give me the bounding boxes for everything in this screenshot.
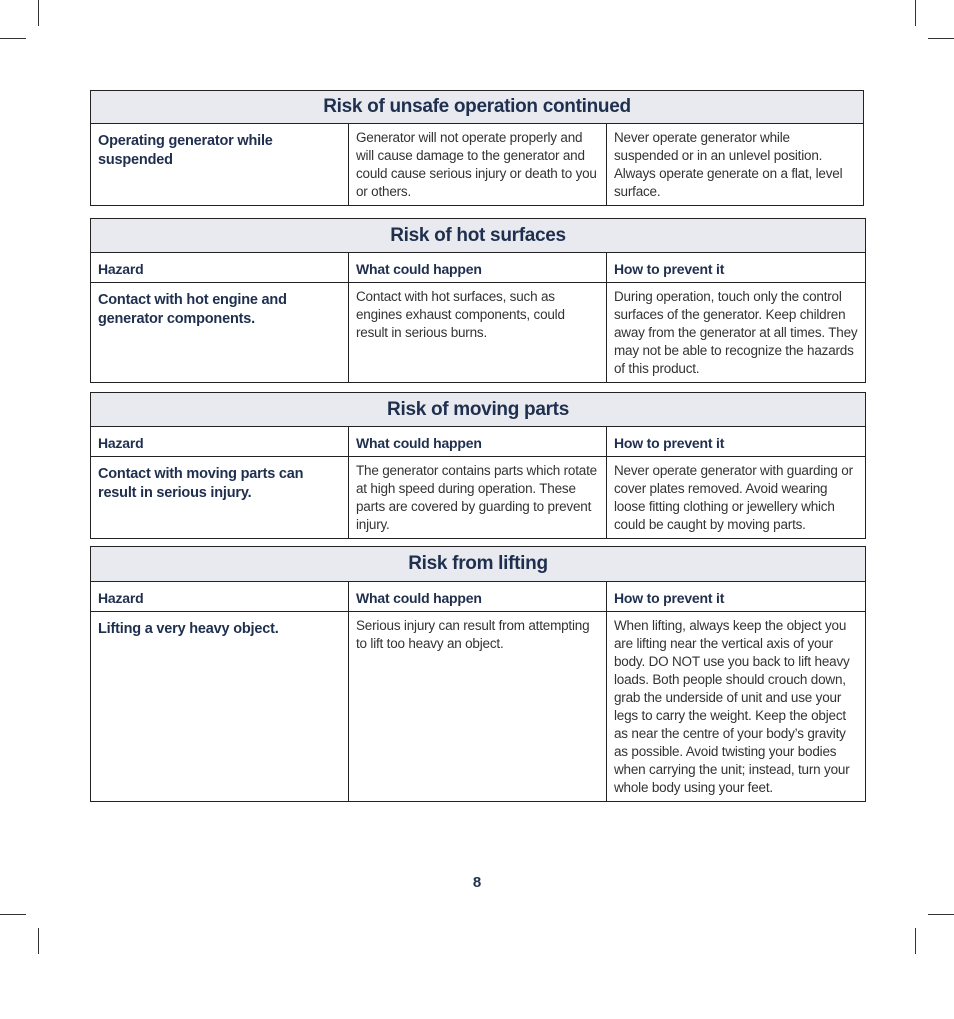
page-number: 8: [472, 874, 482, 891]
hazard-cell: Contact with moving parts can result in serious injury.: [91, 457, 349, 539]
column-header-what-could-happen: What could happen: [349, 253, 607, 283]
what-could-happen-cell: The generator contains parts which rotate at high speed during operation. These parts are covered by guarding to prevent injury.: [349, 457, 607, 539]
table-title: Risk of moving parts: [91, 393, 866, 427]
risk-table-moving-parts: [90, 392, 866, 539]
hazard-cell: Contact with hot engine and generator components.: [91, 283, 349, 383]
what-could-happen-cell: Generator will not operate properly and will cause damage to the generator and could cause serious injury or death to you or others.: [349, 124, 607, 206]
risk-table-lifting: [90, 546, 866, 802]
column-header-how-to-prevent: How to prevent it: [607, 582, 866, 612]
column-header-how-to-prevent: How to prevent it: [607, 253, 866, 283]
crop-mark: [0, 38, 26, 39]
crop-mark: [0, 914, 26, 915]
what-could-happen-cell: Serious injury can result from attempting to lift too heavy an object.: [349, 612, 607, 802]
how-to-prevent-cell: When lifting, always keep the object you are lifting near the vertical axis of your body. DO NOT use you back to lift heavy loads. Both people should crouch down, grab the underside of unit and use your legs to carry the weight. Keep the object as near the centre of your body’s gravity as possible. Avoid twisting your bodies when carrying the unit; instead, turn your whole body using your feet.: [607, 612, 866, 802]
table-title: Risk of hot surfaces: [91, 219, 866, 253]
hazard-cell: Lifting a very heavy object.: [91, 612, 349, 802]
how-to-prevent-cell: Never operate generator with guarding or cover plates removed. Avoid wearing loose fitting clothing or jewellery which could be caught by moving parts.: [607, 457, 866, 539]
column-header-hazard: Hazard: [91, 427, 349, 457]
how-to-prevent-cell: Never operate generator while suspended or in an unlevel position. Always operate generate on a flat, level surface.: [607, 124, 864, 206]
risk-table-hot-surfaces: [90, 218, 866, 383]
crop-mark: [928, 914, 954, 915]
column-header-how-to-prevent: How to prevent it: [607, 427, 866, 457]
hazard-cell: Operating generator while suspended: [91, 124, 349, 206]
column-header-what-could-happen: What could happen: [349, 582, 607, 612]
crop-mark: [38, 928, 39, 954]
how-to-prevent-cell: During operation, touch only the control surfaces of the generator. Keep children away from the generator at all times. They may not be able to recognize the hazards of this product.: [607, 283, 866, 383]
crop-mark: [928, 38, 954, 39]
crop-mark: [915, 928, 916, 954]
column-header-hazard: Hazard: [91, 582, 349, 612]
column-header-hazard: Hazard: [91, 253, 349, 283]
table-title: Risk from lifting: [91, 547, 866, 582]
crop-mark: [38, 0, 39, 26]
table-title: Risk of unsafe operation continued: [91, 91, 864, 124]
column-header-what-could-happen: What could happen: [349, 427, 607, 457]
crop-mark: [915, 0, 916, 26]
what-could-happen-cell: Contact with hot surfaces, such as engines exhaust components, could result in serious burns.: [349, 283, 607, 383]
risk-table-unsafe-operation: [90, 90, 864, 206]
